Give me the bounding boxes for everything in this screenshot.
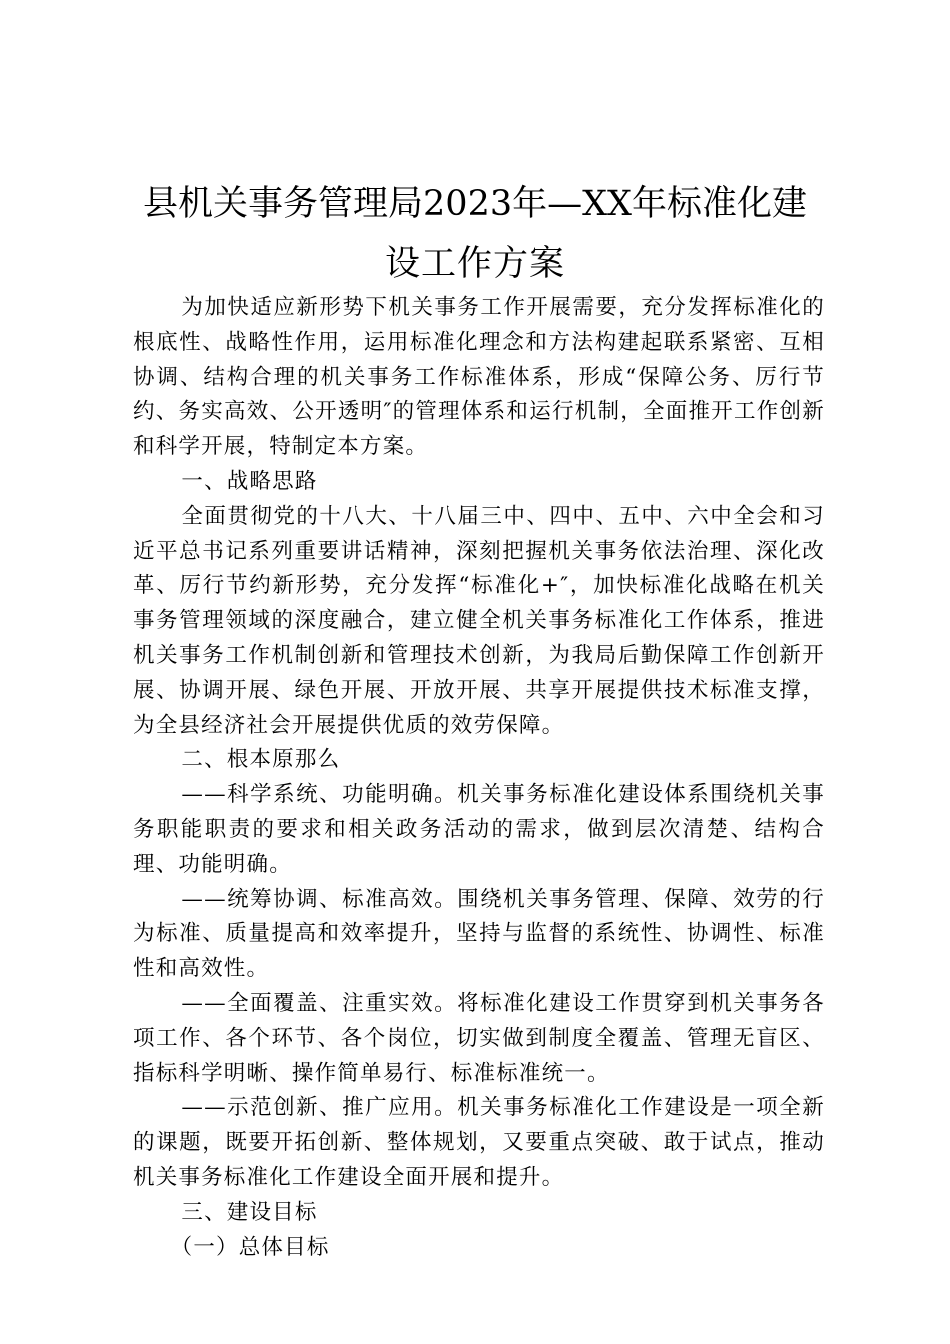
principle-paragraph-1: ——科学系统、功能明确。机关事务标准化建设体系围绕机关事务职能职责的要求和相关政务活动的需求，做到层次清楚、结构合理、功能明确。 bbox=[133, 782, 825, 877]
subsection-heading-overall-goal: （一）总体目标 bbox=[170, 1234, 330, 1260]
section-heading-goals: 三、建设目标 bbox=[181, 1199, 318, 1225]
strategy-paragraph: 全面贯彻党的十八大、十八届三中、四中、五中、六中全会和习近平总书记系列重要讲话精神，深刻把握机关事务依法治理、深化改革、厉行节约新形势，充分发挥“标准化+″，加快标准化战略在机关事务管理领域的深度融合，建立健全机关事务标准化工作体系，推进机关事务工作机制创新和管理技术创新，为我局后勤保障工作创新开展、协调开展、绿色开展、开放开展、共享开展提供技术标准支撑，为全县经济社会开展提供优质的效劳保障。 bbox=[133, 503, 825, 738]
document-body bbox=[133, 291, 825, 1265]
document-title-line-2: 设工作方案 bbox=[384, 244, 565, 284]
section-heading-strategy: 一、战略思路 bbox=[181, 468, 318, 494]
principle-paragraph-2: ——统筹协调、标准高效。围绕机关事务管理、保障、效劳的行为标准、质量提高和效率提升，坚持与监督的系统性、协调性、标准性和高效性。 bbox=[133, 886, 825, 982]
document-title-line-1: 县机关事务管理局2023年—XX年标准化建 bbox=[143, 184, 807, 224]
intro-paragraph: 为加快适应新形势下机关事务工作开展需要，充分发挥标准化的根底性、战略性作用，运用标准化理念和方法构建起联系紧密、互相协调、结构合理的机关事务工作标准体系，形成“保障公务、厉行节约、务实高效、公开透明″的管理体系和运行机制，全面推开工作创新和科学开展，特制定本方案。 bbox=[133, 295, 825, 460]
section-heading-principles: 二、根本原那么 bbox=[181, 747, 341, 773]
principle-paragraph-4: ——示范创新、推广应用。机关事务标准化工作建设是一项全新的课题，既要开拓创新、整体规划，又要重点突破、敢于试点，推动机关事务标准化工作建设全面开展和提升。 bbox=[133, 1095, 825, 1190]
principle-paragraph-3: ——全面覆盖、注重实效。将标准化建设工作贯穿到机关事务各项工作、各个环节、各个岗位，切实做到制度全覆盖、管理无盲区、指标科学明晰、操作简单易行、标准标准统一。 bbox=[133, 990, 825, 1086]
